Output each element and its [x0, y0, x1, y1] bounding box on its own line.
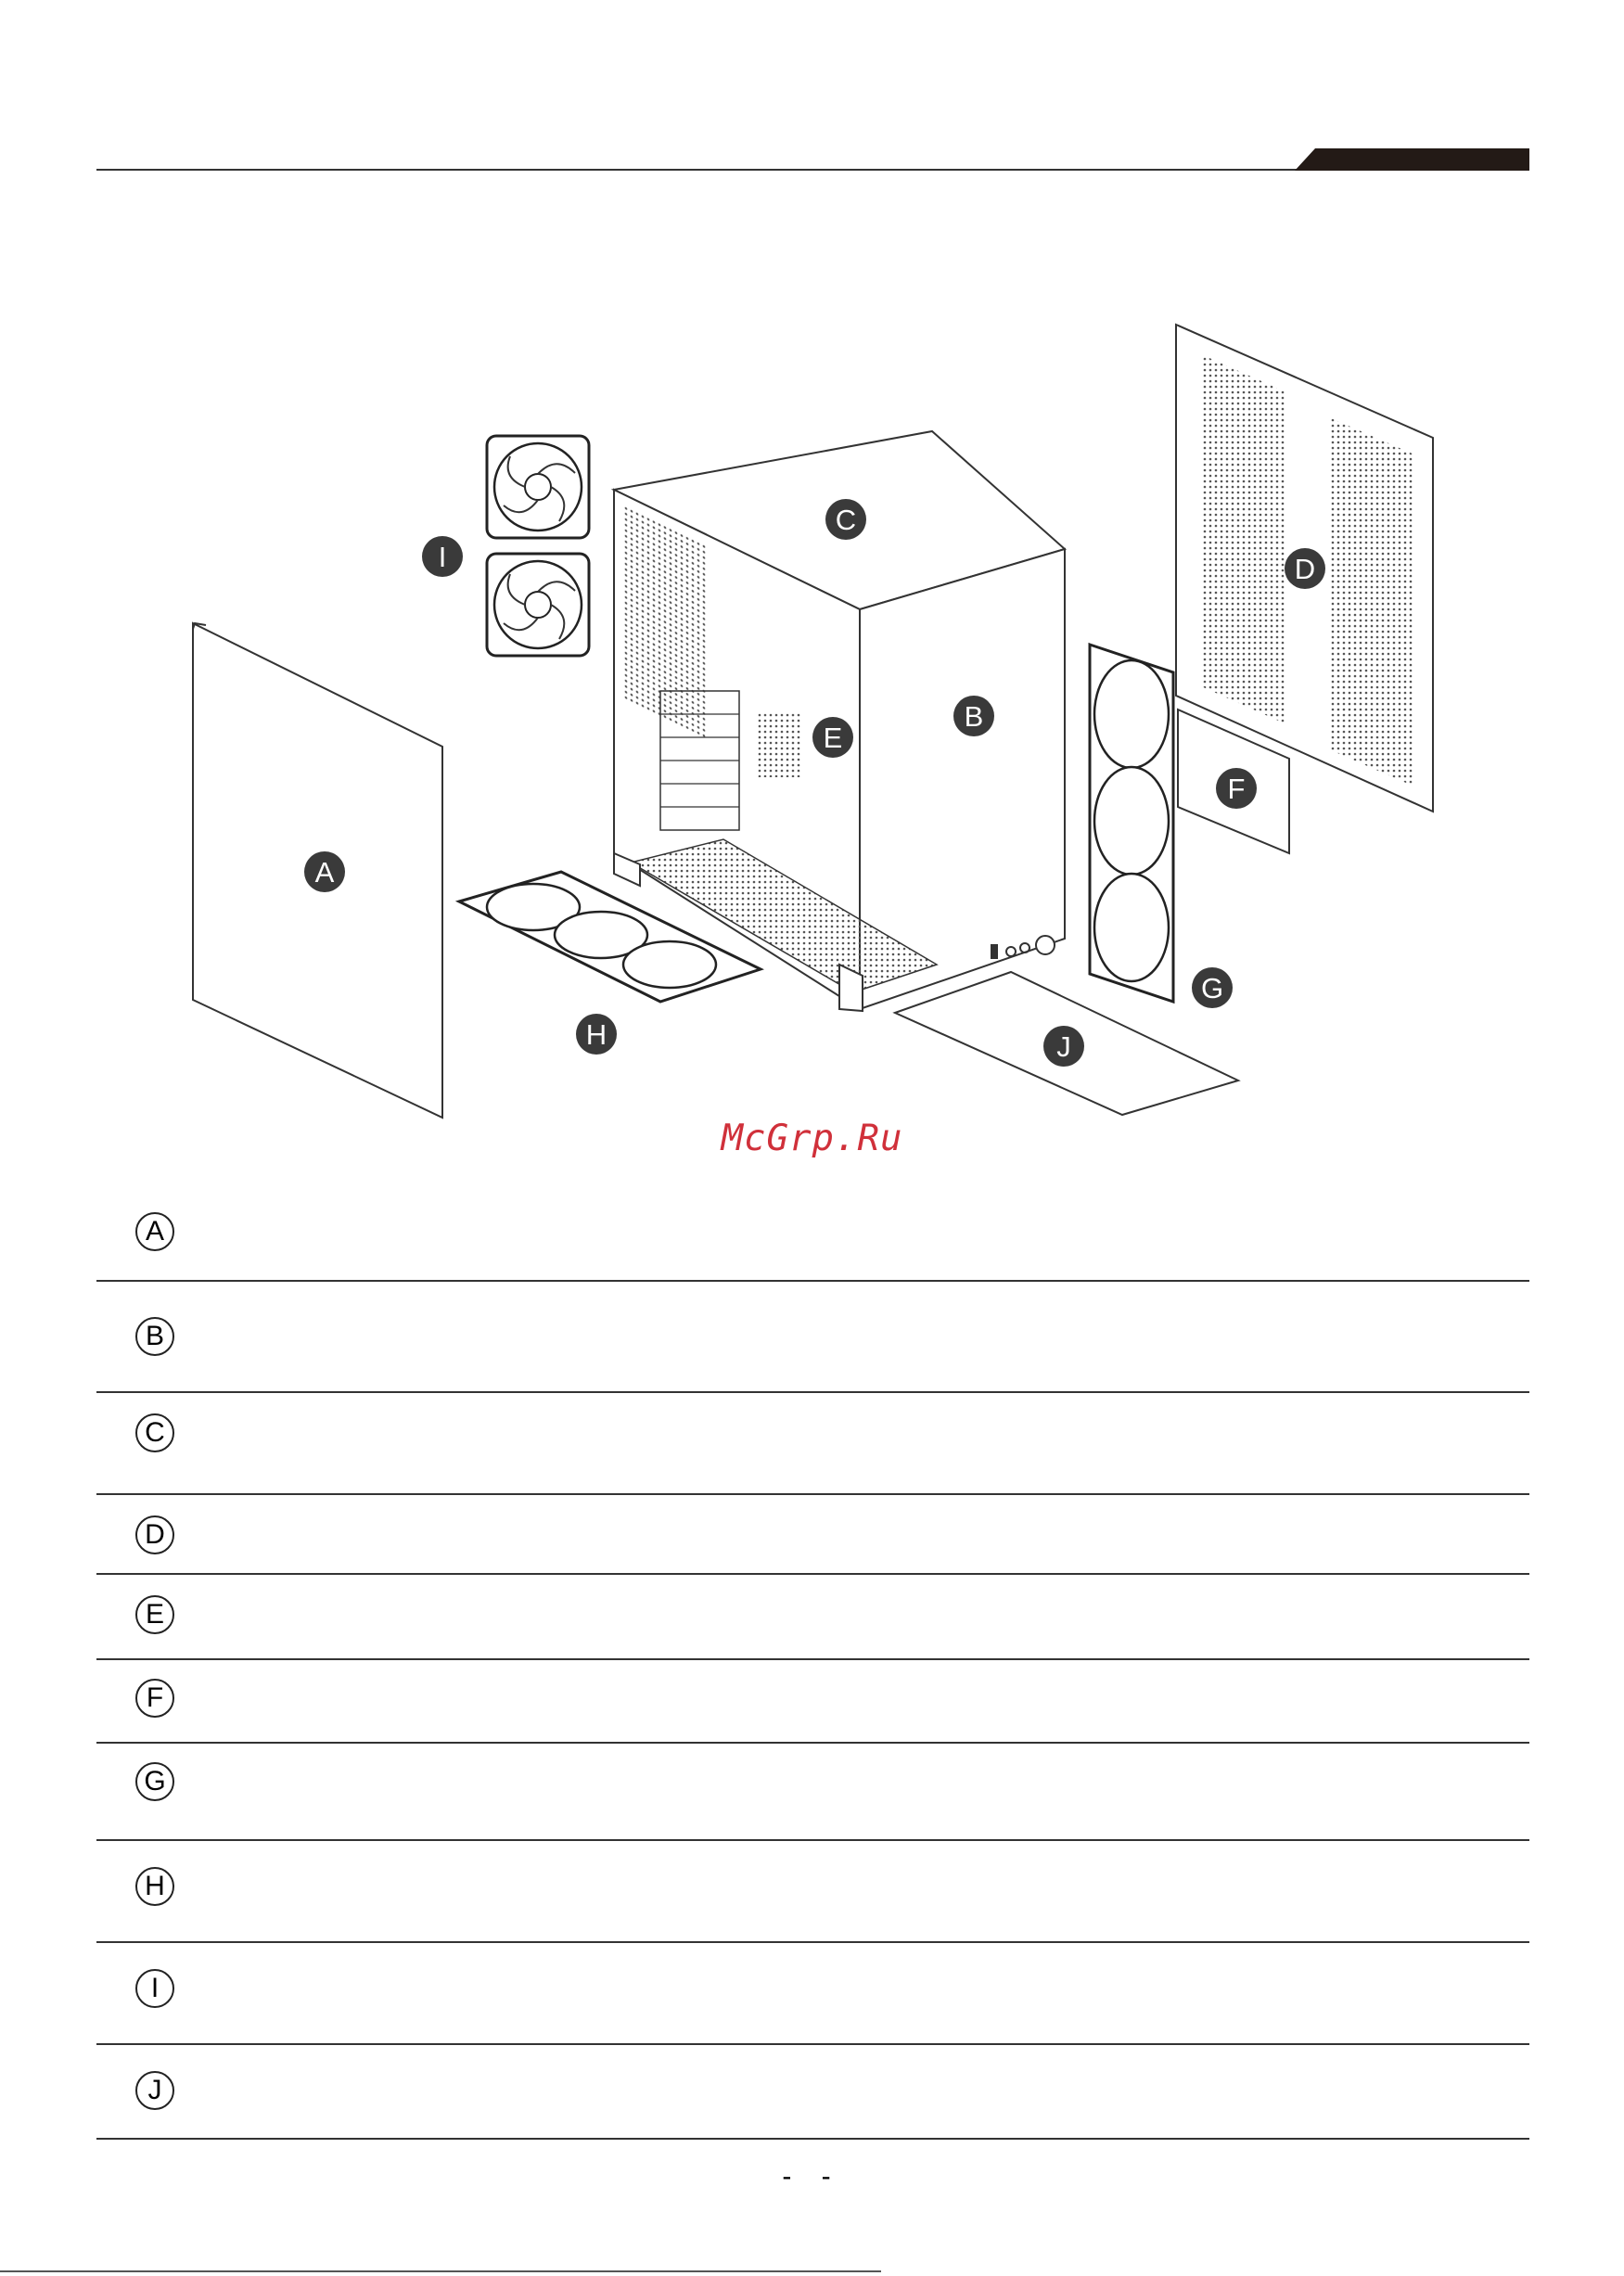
fan-stack-g — [1090, 645, 1173, 1002]
part-row-d — [96, 1495, 1529, 1575]
fan-pair-i — [487, 436, 589, 656]
part-row-a — [96, 1192, 1529, 1282]
callout-c-label: C — [835, 504, 857, 536]
callout-e-label: E — [823, 722, 843, 754]
exploded-case-diagram — [0, 278, 1624, 1169]
callout-j-label: J — [1056, 1030, 1071, 1063]
part-row-e — [96, 1575, 1529, 1660]
callout-a-label: A — [314, 856, 335, 889]
callout-g-label: G — [1200, 972, 1224, 1004]
part-row-c — [96, 1393, 1529, 1495]
callout-h-label: H — [585, 1018, 607, 1051]
part-letter-h: H — [135, 1867, 174, 1906]
part-letter-j: J — [135, 2071, 174, 2110]
header-tab — [1295, 148, 1529, 171]
part-letter-g: G — [135, 1762, 174, 1801]
page-number: - - — [782, 2161, 842, 2192]
footer-rule — [0, 2270, 881, 2272]
part-letter-i: I — [135, 1969, 174, 2008]
part-letter-e: E — [135, 1595, 174, 1634]
part-row-f — [96, 1660, 1529, 1744]
parts-table — [96, 1192, 1529, 2140]
part-letter-a: A — [135, 1212, 174, 1251]
part-row-h — [96, 1841, 1529, 1943]
part-row-g — [96, 1744, 1529, 1841]
part-row-j — [96, 2045, 1529, 2140]
callout-d-label: D — [1294, 553, 1316, 585]
part-letter-d: D — [135, 1515, 174, 1554]
watermark: McGrp.Ru — [721, 1118, 903, 1159]
part-letter-f: F — [135, 1679, 174, 1718]
callout-f-label: F — [1227, 773, 1246, 805]
part-row-b — [96, 1282, 1529, 1393]
callout-i-label: I — [438, 541, 447, 573]
part-letter-c: C — [135, 1413, 174, 1452]
part-letter-b: B — [135, 1317, 174, 1356]
part-row-i — [96, 1943, 1529, 2045]
callout-b-label: B — [964, 700, 984, 733]
